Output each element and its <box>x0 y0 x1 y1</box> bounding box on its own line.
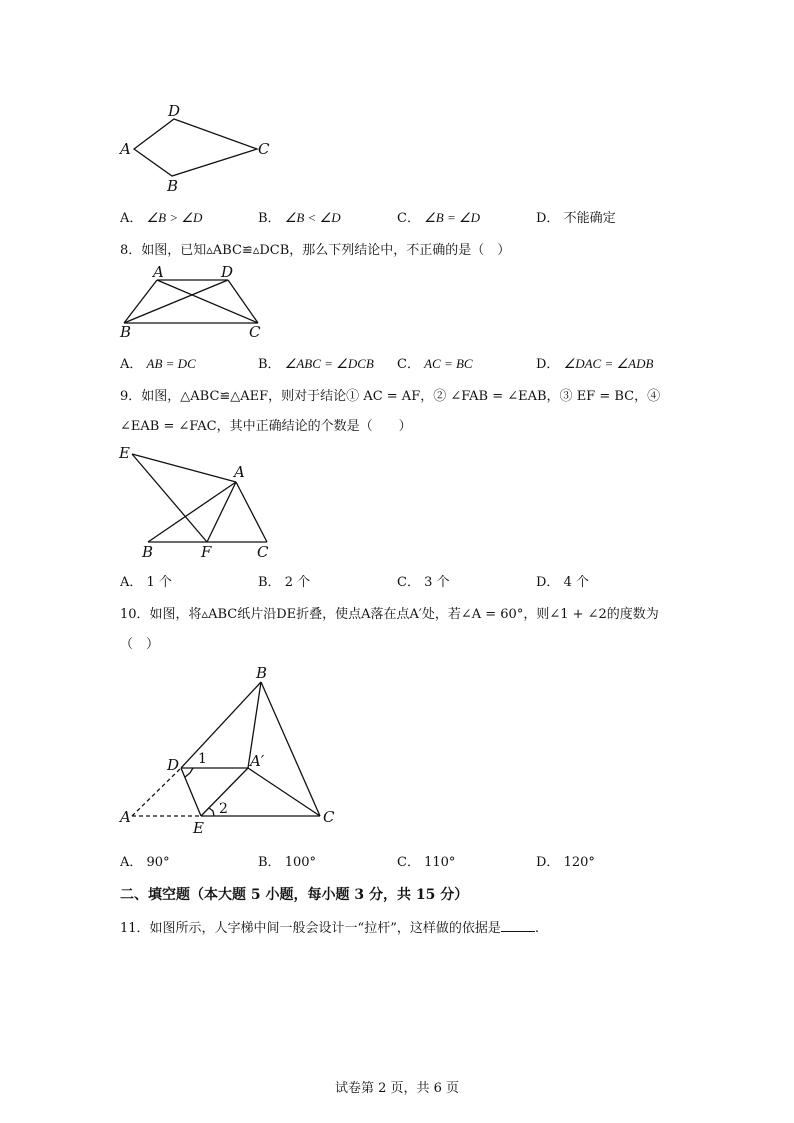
q10-dashed-ad <box>132 768 181 816</box>
q9-label-c: C <box>257 543 269 561</box>
q8-diagonal-bd <box>124 280 228 323</box>
q9-label-b: B <box>142 543 154 561</box>
q10-angle-2-arc <box>209 808 214 816</box>
q9-side-af <box>207 482 236 542</box>
q9-stem-line1: 9．如图，△ABC≌△AEF，则对于结论① AC = AF，② ∠FAB = ∠EAB，③ EF = BC，④ <box>120 389 661 404</box>
q7-option-b: B． ∠B < ∠D <box>258 210 341 226</box>
q8-label-c: C <box>249 323 261 341</box>
q9-option-c: C． 3 个 <box>397 575 450 590</box>
q9-stem-line2: ∠EAB = ∠FAC，其中正确结论的个数是（ ） <box>120 419 412 434</box>
section-2-heading: 二、填空题（本大题 5 小题，每小题 3 分，共 15 分） <box>120 887 469 903</box>
q8-option-b: B． ∠ABC = ∠DCB <box>258 356 374 372</box>
q8-label-d: D <box>221 263 234 281</box>
q9-side-ef <box>132 454 207 542</box>
q11-stem-end: . <box>534 921 539 936</box>
q7-label-a: A <box>120 140 131 158</box>
q10-label-angle-1: 1 <box>198 751 207 767</box>
q10-option-b: B． 100° <box>258 855 317 870</box>
q8-label-a: A <box>153 263 164 281</box>
q7-label-c: C <box>258 140 270 158</box>
q7-quadrilateral <box>134 119 257 176</box>
q9-option-a: A． 1 个 <box>120 575 172 590</box>
q9-figure <box>112 440 287 565</box>
q10-stem-line1: 10．如图，将▵ABC纸片沿DE折叠，使点A落在点A′处，若∠A = 60°，则∠1 + ∠2的度数为 <box>120 607 659 622</box>
q7-label-b: B <box>167 177 179 195</box>
q10-option-c: C． 110° <box>397 855 456 870</box>
q9-option-d: D． 4 个 <box>536 575 589 590</box>
q11-answer-blank[interactable] <box>501 919 535 932</box>
q10-option-d: D． 120° <box>536 855 595 870</box>
q8-label-b: B <box>120 323 132 341</box>
q10-option-a: A． 90° <box>120 855 170 870</box>
q10-angle-1-arc <box>185 768 193 777</box>
q9-label-a: A <box>234 463 245 481</box>
q10-side-de <box>181 768 201 816</box>
q10-label-a-prime: A′ <box>250 752 265 770</box>
q10-label-b: B <box>256 664 268 682</box>
q9-side-ac <box>236 482 267 542</box>
q10-side-bd <box>181 682 261 768</box>
q10-label-angle-2: 2 <box>219 801 228 817</box>
q11-stem <box>120 917 539 936</box>
q10-label-c: C <box>323 808 335 826</box>
q9-option-b: B． 2 个 <box>258 575 311 590</box>
q8-option-a: A． AB = DC <box>120 356 196 372</box>
q9-label-e: E <box>119 444 130 462</box>
q10-stem-line2: （ ） <box>120 637 160 652</box>
q7-option-c: C． ∠B = ∠D <box>397 210 481 226</box>
q8-option-c: C． AC = BC <box>397 356 473 372</box>
q7-label-d: D <box>168 102 181 120</box>
q10-figure <box>112 660 347 840</box>
q9-side-ea <box>132 454 236 482</box>
q8-option-d: D． ∠DAC = ∠ADB <box>536 356 654 372</box>
q9-side-ab <box>148 482 236 542</box>
q7-option-d: D． 不能确定 <box>536 211 616 226</box>
q9-label-f: F <box>201 543 212 561</box>
page-footer: 试卷第 2 页，共 6 页 <box>334 1081 460 1096</box>
q7-option-a: A． ∠B > ∠D <box>120 210 203 226</box>
q10-label-a: A <box>120 808 131 826</box>
q11-stem-text: 11．如图所示，人字梯中间一般会设计一“拉杆”，这样做的依据是 <box>120 921 501 936</box>
q10-label-e: E <box>193 819 204 837</box>
q8-stem: 8．如图，已知▵ABC≌▵DCB，那么下列结论中，不正确的是（ ） <box>120 243 511 258</box>
q10-label-d: D <box>167 756 180 774</box>
q8-figure <box>115 262 275 342</box>
q7-figure <box>110 100 280 195</box>
